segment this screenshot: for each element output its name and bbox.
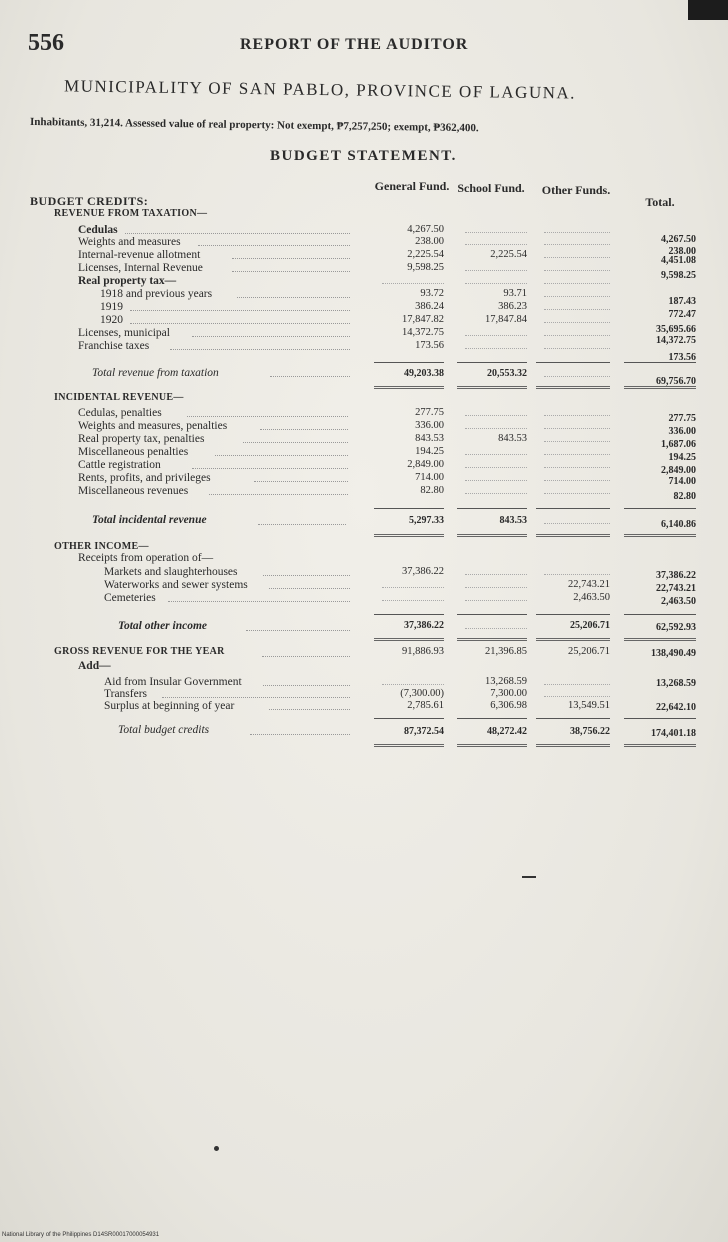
value-other: 38,756.22 <box>570 726 610 737</box>
value-total: 194.25 <box>668 452 696 463</box>
empty-other-leader <box>544 523 610 524</box>
empty-school-leader <box>465 283 527 284</box>
value-general: 173.56 <box>415 340 444 351</box>
dot-leader <box>262 656 350 657</box>
value-general: (7,300.00) <box>400 688 444 699</box>
value-total: 82.80 <box>673 491 696 502</box>
sum-rule-school <box>457 614 527 615</box>
dot-leader <box>232 271 350 272</box>
empty-other-leader <box>544 257 610 258</box>
value-general: 49,203.38 <box>404 368 444 379</box>
sum-rule-other <box>536 718 610 719</box>
dot-leader <box>162 697 350 698</box>
row-label: Aid from Insular Government <box>104 676 242 688</box>
value-total: 69,756.70 <box>656 376 696 387</box>
row-label: Real property tax— <box>78 275 177 287</box>
value-general: 277.75 <box>415 407 444 418</box>
value-general: 843.53 <box>415 433 444 444</box>
sum-rule-general <box>374 718 444 719</box>
value-total: 1,687.06 <box>661 439 696 450</box>
dot-leader <box>209 494 348 495</box>
value-total: 35,695.66 <box>656 324 696 335</box>
section-heading-taxation: REVENUE FROM TAXATION— <box>54 208 208 219</box>
empty-other-leader <box>544 441 610 442</box>
value-general: 9,598.25 <box>407 262 444 273</box>
empty-general-leader <box>382 600 444 601</box>
value-general: 93.72 <box>420 288 444 299</box>
value-general: 5,297.33 <box>409 515 444 526</box>
dot-leader <box>269 709 350 710</box>
footer-credit: National Library of the Philippines D14SR00017000054931 <box>2 1232 160 1238</box>
value-general: 714.00 <box>415 472 444 483</box>
dot-leader <box>215 455 348 456</box>
gross-revenue-label: GROSS REVENUE FOR THE YEAR <box>54 646 225 657</box>
empty-other-leader <box>544 270 610 271</box>
ink-spot <box>214 1146 219 1151</box>
inhabitants-line: Inhabitants, 31,214. Assessed value of real property: Not exempt, ₱7,257,250; exempt, ₱362,400. <box>29 116 479 135</box>
row-label: Miscellaneous revenues <box>78 485 189 497</box>
value-school: 48,272.42 <box>487 726 527 737</box>
empty-other-leader <box>544 232 610 233</box>
total-rule-school <box>457 534 527 537</box>
row-label: Markets and slaughterhouses <box>104 566 238 578</box>
empty-other-leader <box>544 244 610 245</box>
total-budget-credits-label: Total budget credits <box>118 724 210 736</box>
value-other: 2,463.50 <box>573 592 610 603</box>
dot-leader <box>260 429 348 430</box>
empty-school-leader <box>465 428 527 429</box>
row-label: Cedulas <box>78 224 118 236</box>
row-label: 1918 and previous years <box>100 288 213 300</box>
value-total: 238.00 <box>668 246 696 257</box>
dot-leader <box>192 336 350 337</box>
sum-rule-total <box>624 614 696 615</box>
row-label: Licenses, municipal <box>78 327 170 339</box>
row-label: Weights and measures <box>78 236 181 248</box>
value-total: 714.00 <box>668 476 696 487</box>
sum-rule-other <box>536 614 610 615</box>
total-taxation-label: Total revenue from taxation <box>92 367 219 379</box>
value-general: 2,225.54 <box>407 249 444 260</box>
value-school: 843.53 <box>499 515 527 526</box>
value-general: 194.25 <box>415 446 444 457</box>
total-rule-other <box>536 386 610 389</box>
value-total: 6,140.86 <box>661 519 696 530</box>
value-total: 4,451.08 <box>661 255 696 266</box>
dot-leader <box>125 233 350 234</box>
empty-other-leader <box>544 296 610 297</box>
page-number: 556 <box>28 30 64 56</box>
value-general: 4,267.50 <box>407 224 444 235</box>
sum-rule-total <box>624 718 696 719</box>
sum-rule-school <box>457 718 527 719</box>
value-general: 238.00 <box>415 236 444 247</box>
empty-school-leader <box>465 628 527 629</box>
running-title: REPORT OF THE AUDITOR <box>240 36 469 53</box>
empty-other-leader <box>544 480 610 481</box>
municipality-title: MUNICIPALITY OF SAN PABLO, PROVINCE OF LAGUNA. <box>63 76 577 103</box>
empty-school-leader <box>465 335 527 336</box>
sum-rule-general <box>374 508 444 509</box>
scan-edge-shadow <box>688 0 728 20</box>
value-total: 2,463.50 <box>661 596 696 607</box>
empty-school-leader <box>465 244 527 245</box>
row-label: Weights and measures, penalties <box>78 420 228 432</box>
empty-general-leader <box>382 587 444 588</box>
value-total: 62,592.93 <box>656 622 696 633</box>
row-label: Transfers <box>104 688 148 700</box>
empty-general-leader <box>382 283 444 284</box>
section-heading-incidental: INCIDENTAL REVENUE— <box>54 392 184 403</box>
empty-other-leader <box>544 415 610 416</box>
dot-leader <box>187 416 348 417</box>
value-school: 21,396.85 <box>485 646 527 657</box>
row-label: 1919 <box>100 301 123 313</box>
empty-other-leader <box>544 684 610 685</box>
value-school: 6,306.98 <box>490 700 527 711</box>
sub-heading-receipts: Receipts from operation of— <box>78 552 214 564</box>
value-total: 22,743.21 <box>656 583 696 594</box>
value-school: 2,225.54 <box>490 249 527 260</box>
statement-title: BUDGET STATEMENT. <box>270 148 457 164</box>
row-label: Cedulas, penalties <box>78 407 162 419</box>
sum-rule-general <box>374 614 444 615</box>
row-label: Cattle registration <box>78 459 161 471</box>
row-label: Licenses, Internal Revenue <box>78 262 203 274</box>
column-header-general: General Fund. <box>374 179 450 193</box>
value-general: 37,386.22 <box>402 566 444 577</box>
row-label: Internal-revenue allotment <box>78 249 201 261</box>
total-rule-general <box>374 534 444 537</box>
dot-leader <box>168 601 350 602</box>
value-total: 277.75 <box>668 413 696 424</box>
empty-other-leader <box>544 428 610 429</box>
budget-credits-heading: BUDGET CREDITS: <box>30 194 149 208</box>
dot-leader <box>192 468 348 469</box>
dot-leader <box>258 524 346 525</box>
row-label: Miscellaneous penalties <box>78 446 189 458</box>
value-total: 772.47 <box>668 309 696 320</box>
value-general: 82.80 <box>420 485 444 496</box>
value-general: 14,372.75 <box>402 327 444 338</box>
column-header-school: School Fund. <box>457 181 525 195</box>
empty-other-leader <box>544 322 610 323</box>
value-general: 17,847.82 <box>402 314 444 325</box>
value-other: 25,206.71 <box>570 620 610 631</box>
dot-leader <box>254 481 348 482</box>
row-label: Franchise taxes <box>78 340 150 352</box>
row-label: 1920 <box>100 314 123 326</box>
dot-leader <box>263 685 350 686</box>
value-other: 25,206.71 <box>568 646 610 657</box>
empty-other-leader <box>544 348 610 349</box>
empty-school-leader <box>465 480 527 481</box>
dot-leader <box>243 442 348 443</box>
sum-rule-school <box>457 362 527 363</box>
value-general: 91,886.93 <box>402 646 444 657</box>
empty-school-leader <box>465 467 527 468</box>
dot-leader <box>232 258 350 259</box>
value-general: 336.00 <box>415 420 444 431</box>
empty-other-leader <box>544 454 610 455</box>
total-rule-general <box>374 386 444 389</box>
dot-leader <box>198 245 350 246</box>
sum-rule-total <box>624 508 696 509</box>
total-rule-general <box>374 744 444 747</box>
value-other: 13,549.51 <box>568 700 610 711</box>
sum-rule-other <box>536 362 610 363</box>
value-other: 22,743.21 <box>568 579 610 590</box>
total-rule-school <box>457 386 527 389</box>
sum-rule-school <box>457 508 527 509</box>
column-header-total: Total. <box>645 195 675 209</box>
value-school: 843.53 <box>498 433 527 444</box>
empty-school-leader <box>465 493 527 494</box>
value-total: 14,372.75 <box>656 335 696 346</box>
value-school: 7,300.00 <box>490 688 527 699</box>
dot-leader <box>263 575 350 576</box>
dot-leader <box>270 376 350 377</box>
dot-leader <box>269 588 350 589</box>
value-total: 336.00 <box>668 426 696 437</box>
empty-school-leader <box>465 348 527 349</box>
empty-school-leader <box>465 232 527 233</box>
empty-school-leader <box>465 270 527 271</box>
total-rule-other <box>536 638 610 641</box>
row-label: Waterworks and sewer systems <box>104 579 248 591</box>
sum-rule-total <box>624 362 696 363</box>
dot-leader <box>130 323 350 324</box>
empty-general-leader <box>382 684 444 685</box>
value-general: 87,372.54 <box>404 726 444 737</box>
empty-school-leader <box>465 600 527 601</box>
value-general: 37,386.22 <box>404 620 444 631</box>
dot-leader <box>246 630 350 631</box>
column-header-other: Other Funds. <box>541 183 611 197</box>
value-school: 20,553.32 <box>487 368 527 379</box>
empty-school-leader <box>465 587 527 588</box>
value-total: 4,267.50 <box>661 234 696 245</box>
dot-leader <box>130 310 350 311</box>
value-total: 174,401.18 <box>651 728 696 739</box>
dot-leader <box>250 734 350 735</box>
dot-leader <box>170 349 350 350</box>
empty-other-leader <box>544 335 610 336</box>
value-total: 37,386.22 <box>656 570 696 581</box>
value-total: 187.43 <box>668 296 696 307</box>
add-label: Add— <box>78 660 111 672</box>
sum-rule-general <box>374 362 444 363</box>
value-general: 2,785.61 <box>407 700 444 711</box>
total-rule-other <box>536 534 610 537</box>
empty-other-leader <box>544 493 610 494</box>
value-total: 2,849.00 <box>661 465 696 476</box>
empty-other-leader <box>544 376 610 377</box>
empty-other-leader <box>544 283 610 284</box>
row-label: Cemeteries <box>104 592 156 604</box>
empty-other-leader <box>544 574 610 575</box>
empty-other-leader <box>544 309 610 310</box>
value-total: 173.56 <box>668 352 696 363</box>
row-label: Rents, profits, and privileges <box>78 472 211 484</box>
total-rule-school <box>457 744 527 747</box>
sum-rule-other <box>536 508 610 509</box>
dot-leader <box>237 297 350 298</box>
value-school: 13,268.59 <box>485 676 527 687</box>
value-general: 386.24 <box>415 301 444 312</box>
value-general: 2,849.00 <box>407 459 444 470</box>
value-total: 138,490.49 <box>651 648 696 659</box>
value-school: 386.23 <box>498 301 527 312</box>
total-rule-general <box>374 638 444 641</box>
value-total: 13,268.59 <box>656 678 696 689</box>
empty-other-leader <box>544 467 610 468</box>
empty-other-leader <box>544 696 610 697</box>
total-rule-other <box>536 744 610 747</box>
empty-school-leader <box>465 454 527 455</box>
total-rule-total <box>624 386 696 389</box>
value-school: 93.71 <box>503 288 527 299</box>
row-label: Surplus at beginning of year <box>104 700 235 712</box>
total-incidental-label: Total incidental revenue <box>92 514 207 526</box>
value-school: 17,847.84 <box>485 314 527 325</box>
section-heading-other-income: OTHER INCOME— <box>54 541 149 552</box>
empty-school-leader <box>465 574 527 575</box>
end-mark <box>522 876 536 878</box>
total-rule-total <box>624 638 696 641</box>
total-rule-school <box>457 638 527 641</box>
row-label: Real property tax, penalties <box>78 433 205 445</box>
total-rule-total <box>624 534 696 537</box>
total-other-income-label: Total other income <box>118 620 208 632</box>
total-rule-total <box>624 744 696 747</box>
value-total: 22,642.10 <box>656 702 696 713</box>
empty-school-leader <box>465 415 527 416</box>
value-total: 9,598.25 <box>661 270 696 281</box>
